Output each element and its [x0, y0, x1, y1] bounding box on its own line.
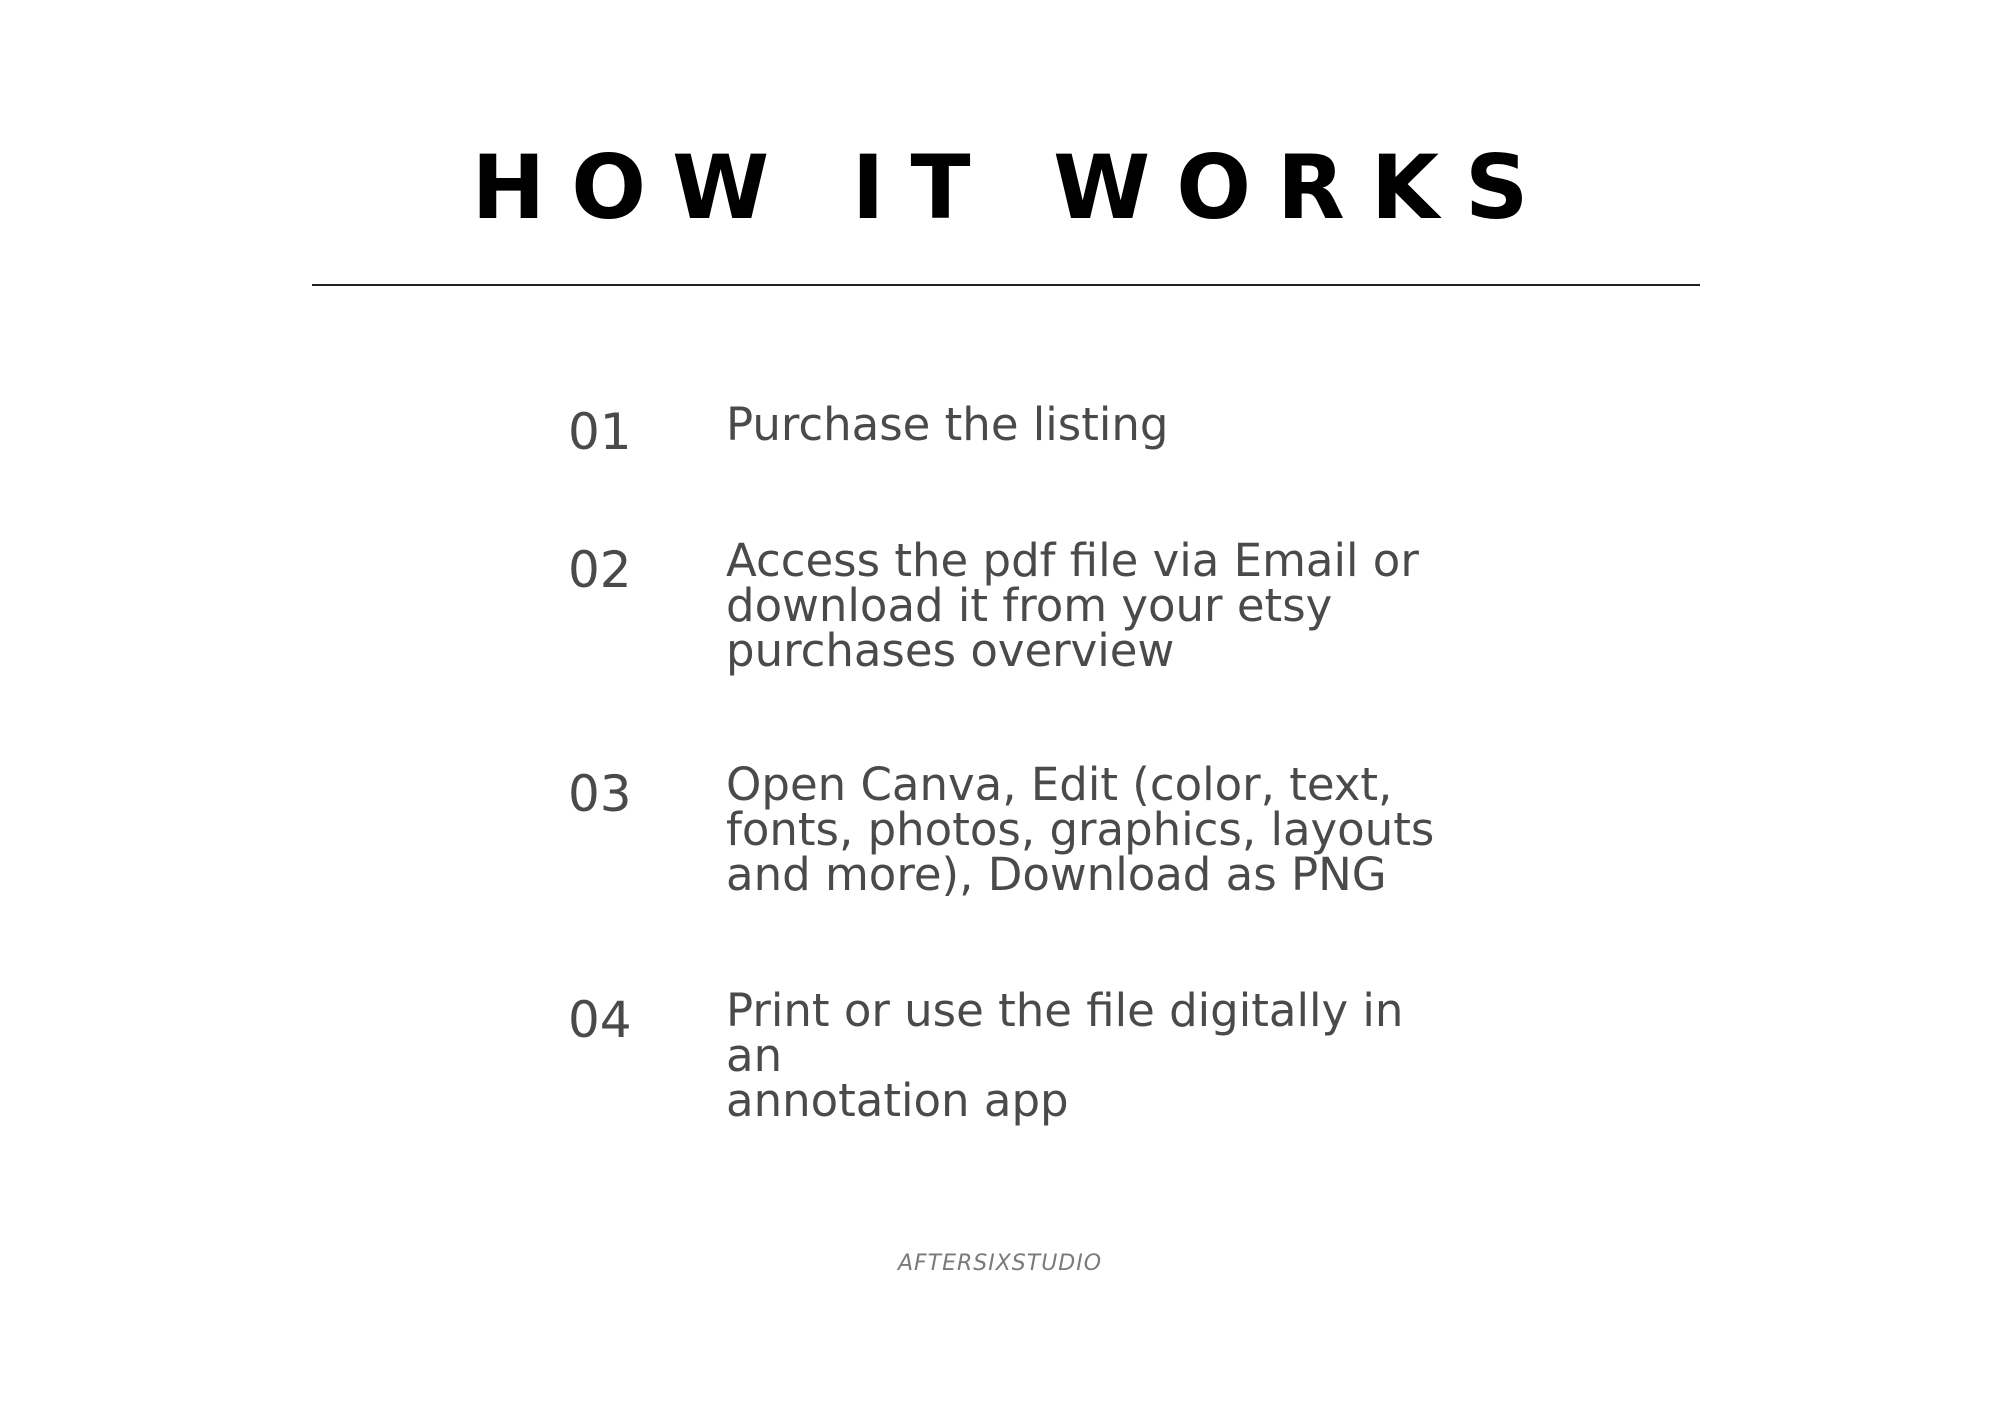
page-title: HOW IT WORKS [471, 136, 1555, 239]
step-number: 01 [568, 403, 632, 461]
footer-brand: AFTERSIXSTUDIO [897, 1251, 1103, 1276]
step-number: 04 [568, 991, 632, 1049]
step-text: Print or use the file digitally in an annotation app [726, 984, 1404, 1127]
step-number: 03 [568, 765, 632, 823]
step-text: Purchase the listing [726, 398, 1169, 451]
step-number: 02 [568, 541, 632, 599]
step-text: Open Canva, Edit (color, text, fonts, photos, graphics, layouts and more), Download as PNG [726, 758, 1435, 901]
step-text: Access the pdf file via Email or download it from your etsy purchases overview [726, 534, 1419, 677]
title-divider [312, 284, 1700, 286]
